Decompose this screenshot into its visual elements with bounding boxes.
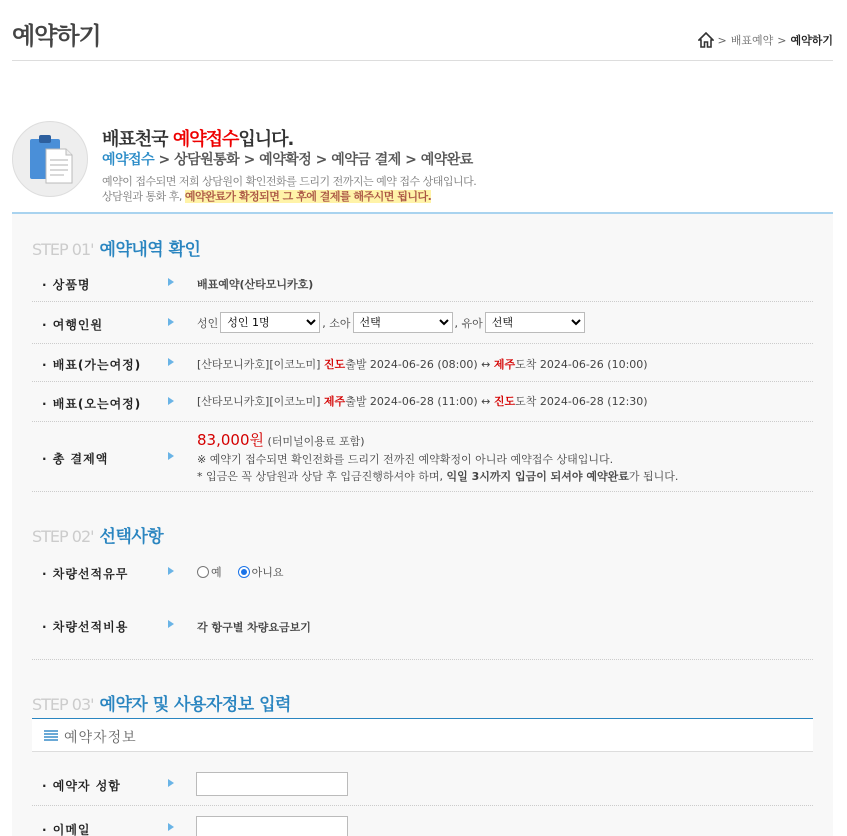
arrow-icon	[168, 358, 174, 366]
infant-label: , 유아	[454, 316, 483, 330]
intro-description-2: 상담원과 통화 후, 예약완료가 확정되면 그 후에 결제를 해주시면 됩니다.	[102, 190, 432, 203]
total-row	[32, 422, 813, 492]
reserver-name-label: · 예약자 성함	[42, 779, 121, 793]
reserver-info-title: 예약자정보	[64, 730, 137, 746]
reserver-name-row	[32, 764, 813, 806]
reserver-info-header	[32, 718, 813, 752]
reserver-name-input[interactable]	[196, 772, 348, 796]
vehicle-label: · 차량선적유무	[42, 567, 129, 581]
vehicle-yes-radio[interactable]	[197, 566, 209, 578]
list-icon	[44, 729, 58, 741]
adult-select[interactable]	[220, 312, 320, 333]
reservation-intro	[12, 121, 492, 215]
arrow-icon	[168, 397, 174, 405]
email-input[interactable]	[196, 816, 348, 836]
adult-label: 성인	[197, 316, 219, 330]
step3-title: STEP 03' 예약자 및 사용자정보 입력	[32, 695, 291, 715]
arrow-icon	[168, 452, 174, 460]
product-label: · 상품명	[42, 278, 91, 292]
vehicle-fee-label: · 차량선적비용	[42, 620, 129, 634]
vehicle-no-label[interactable]: 아니요	[251, 566, 284, 579]
total-note: (터미널이용료 포함)	[267, 435, 365, 448]
vehicle-fee-row	[32, 600, 813, 660]
people-selectors	[197, 312, 585, 333]
breadcrumb-item-ticket[interactable]: 배표예약	[730, 34, 774, 47]
step2-title: STEP 02' 선택사항	[32, 527, 164, 547]
infant-select[interactable]	[485, 312, 585, 333]
people-row	[32, 302, 813, 344]
breadcrumb	[698, 32, 833, 48]
header-divider	[12, 60, 833, 61]
vehicle-no-radio[interactable]	[238, 566, 250, 578]
email-row	[32, 806, 813, 836]
total-amount: 83,000원	[197, 431, 264, 449]
go-trip-row	[32, 344, 813, 382]
clipboard-icon	[30, 133, 74, 189]
process-steps: 예약접수 > 상담원통화 > 예약확정 > 예약금 결제 > 예약완료	[102, 152, 473, 168]
return-trip-label: · 배표(오는여정)	[42, 397, 142, 411]
arrow-icon	[168, 823, 174, 831]
go-trip-label: · 배표(가는여정)	[42, 358, 142, 372]
intro-headline: 배표천국 예약접수입니다.	[102, 129, 294, 150]
total-label: · 총 결제액	[42, 452, 109, 466]
email-label: · 이메일	[42, 823, 91, 836]
child-select[interactable]	[353, 312, 453, 333]
step1-title: STEP 01' 예약내역 확인	[32, 240, 201, 260]
breadcrumb-sep: >	[777, 33, 787, 47]
total-amount-line	[197, 429, 365, 450]
child-label: , 소아	[322, 316, 351, 330]
return-trip-value: [산타모니카호][이코노미] 제주출발 2024-06-28 (11:00) ↔ 진도도착 2024-06-28 (12:30)	[197, 395, 648, 408]
arrow-icon	[168, 620, 174, 628]
arrow-icon	[168, 278, 174, 286]
arrow-icon	[168, 567, 174, 575]
vehicle-fee-link[interactable]: 각 항구별 차량요금보기	[197, 621, 311, 634]
vehicle-options	[197, 564, 284, 580]
intro-description: 예약이 접수되면 저희 상담원이 확인전화를 드리기 전까지는 예약 접수 상태입니다.	[102, 175, 477, 188]
arrow-icon	[168, 779, 174, 787]
return-trip-row	[32, 382, 813, 422]
product-row	[32, 264, 813, 302]
arrow-icon	[168, 318, 174, 326]
notice-2: * 입금은 꼭 상담원과 상담 후 입금진행하셔야 하며, 익일 3시까지 입금이 되셔야 예약완료가 됩니다.	[197, 470, 679, 483]
product-value: 배표예약(산타모니카호)	[197, 278, 314, 291]
notice-1: ※ 예약기 접수되면 확인전화를 드리기 전까진 예약확정이 아니라 예약접수 상태입니다.	[197, 453, 614, 466]
people-label: · 여행인원	[42, 318, 104, 332]
breadcrumb-sep: >	[717, 33, 727, 47]
page-title: 예약하기	[12, 22, 101, 50]
home-icon[interactable]	[698, 32, 714, 48]
go-trip-value: [산타모니카호][이코노미] 진도출발 2024-06-26 (08:00) ↔ 제주도착 2024-06-26 (10:00)	[197, 358, 648, 371]
vehicle-yes-label[interactable]: 예	[211, 566, 222, 579]
vehicle-row	[32, 554, 813, 600]
breadcrumb-item-current: 예약하기	[790, 34, 833, 47]
